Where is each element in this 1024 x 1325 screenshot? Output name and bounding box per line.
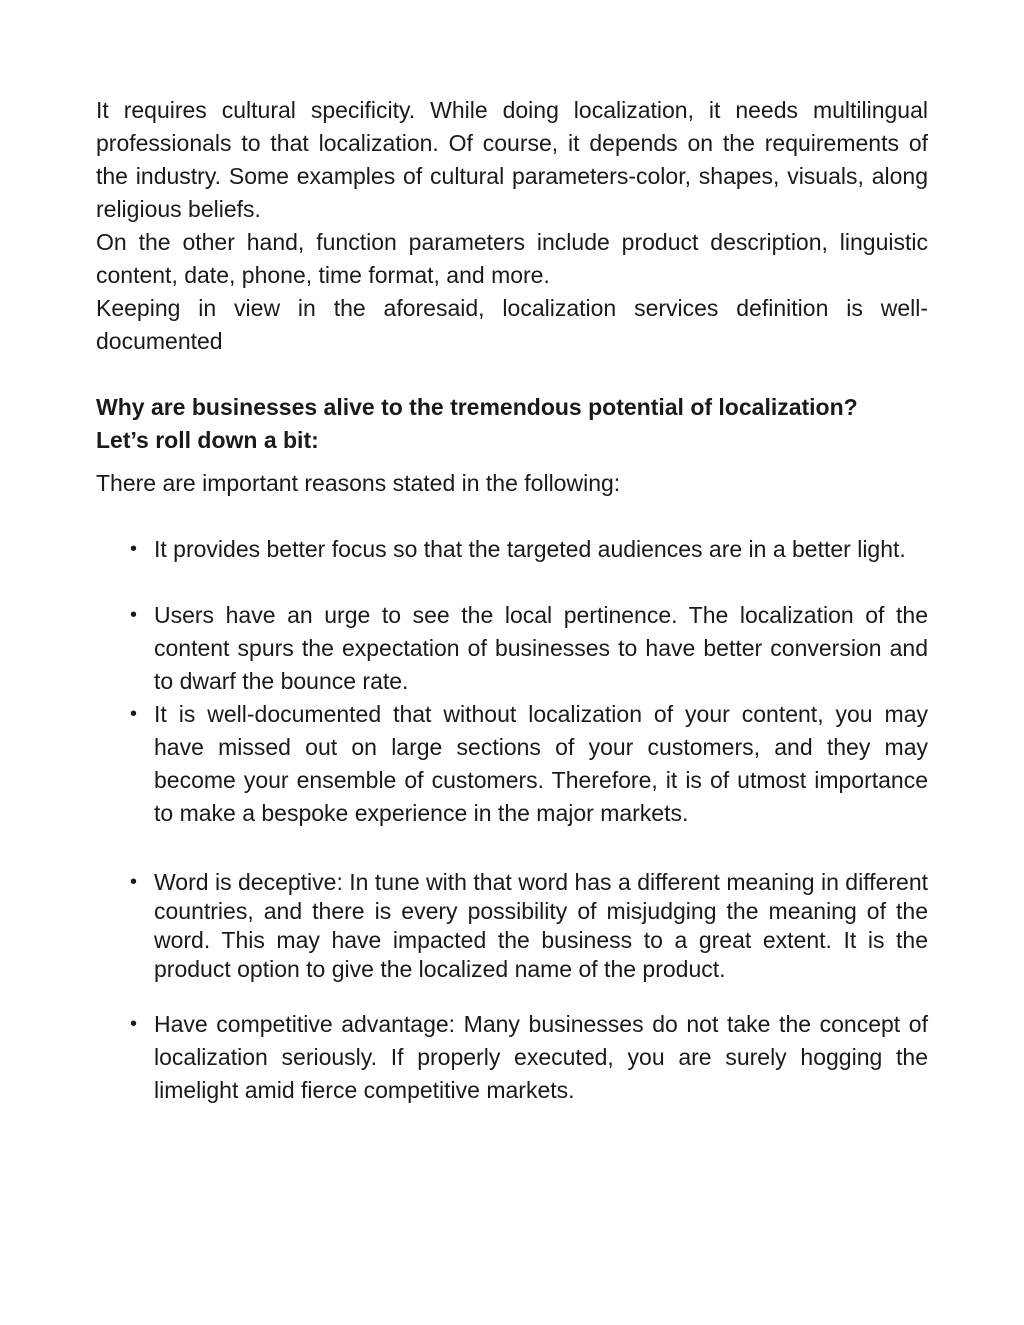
- list-item-text: Have competitive advantage: Many businesses do not take the concept of localization seriously. If properly executed, you are surely hogging the limelight amid fierce competitive markets.: [154, 1011, 928, 1103]
- list-gap: [96, 500, 928, 533]
- heading-gap: [96, 457, 928, 467]
- list-item-text: It provides better focus so that the targeted audiences are in a better light.: [154, 536, 906, 562]
- intro-paragraph-1: It requires cultural specificity. While doing localization, it needs multilingual professionals to that localization. Of course, it depends on the requirements of the industry. Some examples of cultural parameters-color, shapes, visuals, along religious beliefs.: [96, 97, 928, 222]
- intro-paragraph-3: Keeping in view in the aforesaid, localization services definition is well-documented: [96, 295, 928, 354]
- bullet-icon: •: [130, 1013, 138, 1035]
- section-gap: [96, 358, 928, 391]
- lead-paragraph: There are important reasons stated in the following:: [96, 470, 621, 496]
- list-item: [96, 868, 928, 984]
- bullet-icon: •: [130, 871, 138, 893]
- bullet-icon: •: [130, 703, 138, 725]
- list-item: [96, 698, 928, 830]
- list-item-text: Word is deceptive: In tune with that word has a different meaning in different countries, and there is every possibility of misjudging the meaning of the word. This may have impacted the business to a great extent. It is the product option to give the localized name of the product.: [154, 869, 928, 982]
- list-item-text: It is well-documented that without localization of your content, you may have missed out on large sections of your customers, and they may become your ensemble of customers. Therefore, it is of utmost importance to make a bespoke experience in the major markets.: [154, 701, 928, 826]
- list-item-text: Users have an urge to see the local pertinence. The localization of the content spurs the expectation of businesses to have better conversion and to dwarf the bounce rate.: [154, 602, 928, 694]
- section-heading-line-2: Let’s roll down a bit:: [96, 427, 319, 453]
- list-item: [96, 599, 928, 698]
- reasons-list: [96, 533, 928, 1107]
- bullet-icon: •: [130, 538, 138, 560]
- section-heading-line-1: Why are businesses alive to the tremendous potential of localization?: [96, 394, 858, 420]
- bullet-icon: •: [130, 604, 138, 626]
- list-item: [96, 533, 928, 566]
- document-page: [96, 94, 928, 1107]
- intro-paragraph-2: On the other hand, function parameters include product description, linguistic content, date, phone, time format, and more.: [96, 229, 928, 288]
- list-item: [96, 1008, 928, 1107]
